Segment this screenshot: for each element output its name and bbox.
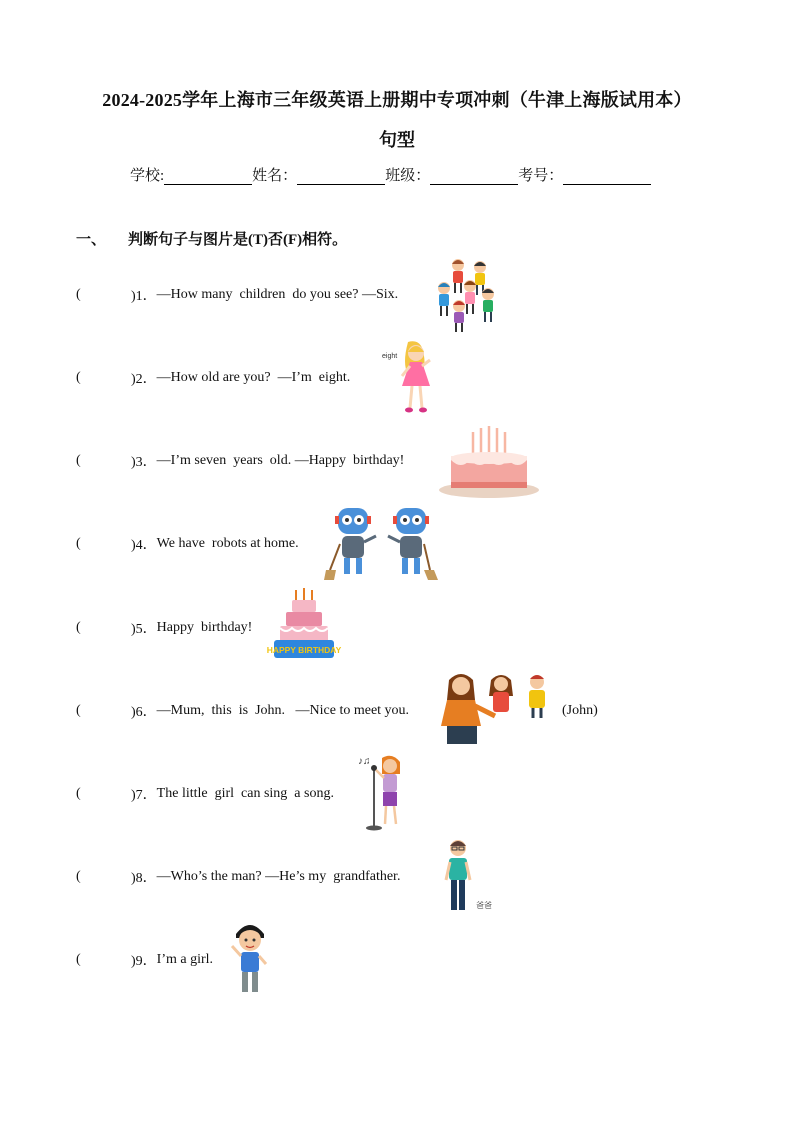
question-text-3: —I’m seven years old. —Happy birthday! bbox=[156, 453, 405, 468]
question-row-7 bbox=[76, 784, 334, 804]
question-number-8: )8． bbox=[131, 871, 157, 886]
class-label: 班级： bbox=[385, 168, 431, 184]
student-info bbox=[130, 164, 651, 185]
man-standing-icon bbox=[440, 836, 500, 921]
section-heading bbox=[76, 228, 347, 249]
birthday-cake-banner-icon bbox=[266, 588, 342, 667]
question-number-7: )7． bbox=[131, 788, 157, 803]
question-row-4 bbox=[76, 534, 299, 554]
question-row-2 bbox=[76, 368, 350, 388]
answer-blank-1[interactable]: ( bbox=[76, 287, 81, 302]
question-number-3: )3． bbox=[131, 455, 157, 470]
robots-sweeping-icon bbox=[326, 504, 438, 589]
name-field[interactable] bbox=[297, 166, 385, 185]
girl-singing-icon bbox=[352, 752, 412, 837]
answer-blank-9[interactable]: ( bbox=[76, 952, 81, 967]
school-label: 学校: bbox=[130, 168, 165, 184]
question-number-4: )4． bbox=[131, 538, 157, 553]
question-text-7: The little girl can sing a song. bbox=[156, 786, 334, 801]
question-number-6: )6． bbox=[131, 705, 157, 720]
question-text-2: —How old are you? —I’m eight. bbox=[156, 370, 351, 385]
question-text-9: I’m a girl. bbox=[156, 952, 214, 967]
question-row-1 bbox=[76, 285, 398, 305]
john-note: (John) bbox=[562, 703, 598, 718]
question-number-2: )2． bbox=[131, 372, 157, 387]
boy-waving-icon bbox=[228, 920, 272, 1003]
dad-caption: 爸爸 bbox=[476, 901, 492, 910]
question-row-3 bbox=[76, 451, 404, 471]
question-number-5: )5． bbox=[131, 622, 157, 637]
question-row-6 bbox=[76, 701, 409, 721]
question-text-4: We have robots at home. bbox=[156, 536, 299, 551]
girl-dancing-icon bbox=[382, 338, 440, 423]
answer-blank-6[interactable]: ( bbox=[76, 703, 81, 718]
class-field[interactable] bbox=[430, 166, 518, 185]
section-number: 一、 bbox=[76, 232, 107, 248]
family-introduction-icon bbox=[437, 670, 557, 755]
question-text-8: —Who’s the man? —He’s my grandfather. bbox=[156, 869, 401, 884]
answer-blank-8[interactable]: ( bbox=[76, 869, 81, 884]
question-text-5: Happy birthday! bbox=[156, 620, 253, 635]
happy-birthday-banner: HAPPY BIRTHDAY bbox=[266, 645, 342, 655]
page-subtitle: 句型 bbox=[379, 130, 415, 150]
question-row-9 bbox=[76, 950, 213, 970]
number-field[interactable] bbox=[563, 166, 651, 185]
answer-blank-5[interactable]: ( bbox=[76, 620, 81, 635]
page-title: 2024-2025学年上海市三年级英语上册期中专项冲刺（牛津上海版试用本） bbox=[102, 90, 692, 110]
answer-blank-7[interactable]: ( bbox=[76, 786, 81, 801]
birthday-cake-icon bbox=[437, 424, 541, 505]
question-text-1: —How many children do you see? —Six. bbox=[156, 287, 399, 302]
svg-text:♪♫: ♪♫ bbox=[358, 756, 371, 767]
answer-blank-4[interactable]: ( bbox=[76, 536, 81, 551]
eight-caption: eight bbox=[382, 353, 398, 360]
question-row-5 bbox=[76, 618, 252, 638]
answer-blank-3[interactable]: ( bbox=[76, 453, 81, 468]
answer-blank-2[interactable]: ( bbox=[76, 370, 81, 385]
number-label: 考号： bbox=[518, 168, 564, 184]
question-number-1: )1． bbox=[131, 289, 157, 304]
name-label: 姓名： bbox=[252, 168, 298, 184]
question-row-8 bbox=[76, 867, 400, 887]
children-group-icon bbox=[432, 256, 500, 339]
question-text-6: —Mum, this is John. —Nice to meet you. bbox=[156, 703, 410, 718]
question-number-9: )9． bbox=[131, 954, 157, 969]
section-instruction: 判断句子与图片是(T)否(F)相符。 bbox=[128, 232, 348, 248]
school-field[interactable] bbox=[164, 166, 252, 185]
